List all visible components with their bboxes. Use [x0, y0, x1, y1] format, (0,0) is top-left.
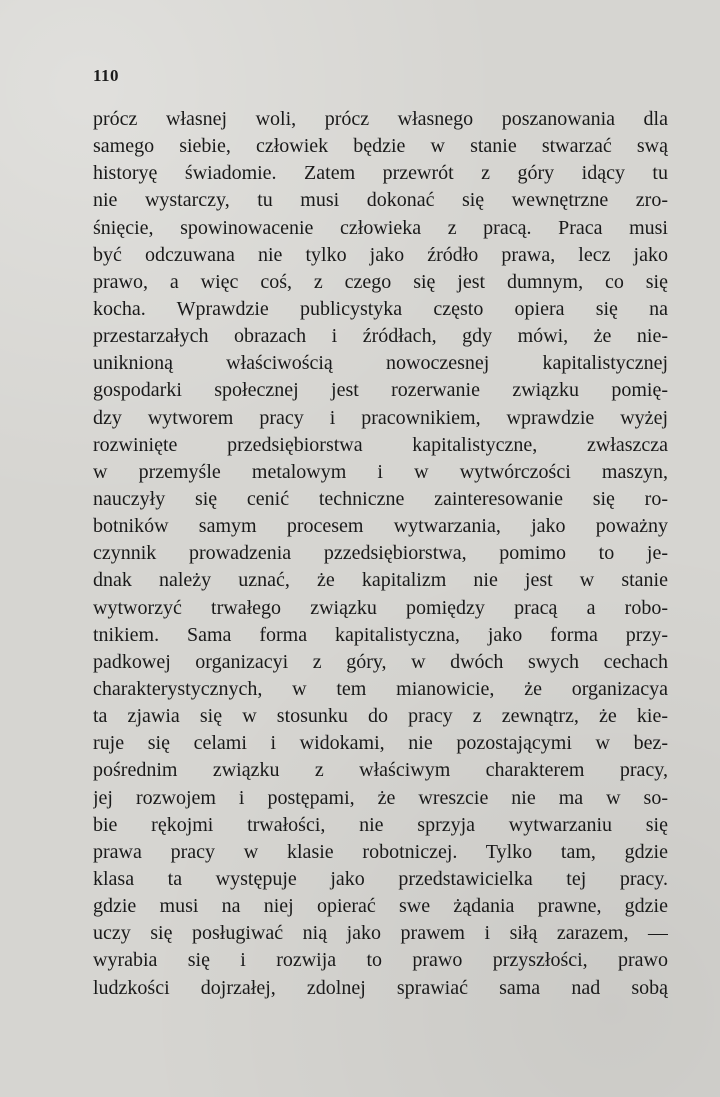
text-line: śnięcie, spowinowacenie człowieka z pracą. Praca musi	[93, 216, 668, 239]
text-line: kocha. Wprawdzie publicystyka często opiera się na	[93, 297, 668, 320]
text-line: charakterystycznych, w tem mianowicie, że organizacya	[93, 677, 668, 700]
text-line: gospodarki społecznej jest rozerwanie związku pomię-	[93, 379, 668, 402]
text-line: prawo, a więc coś, z czego się jest dumnym, co się	[93, 270, 668, 293]
text-line: prawa pracy w klasie robotniczej. Tylko tam, gdzie	[93, 840, 668, 863]
text-line: nauczyły się cenić techniczne zainteresowanie się ro-	[93, 487, 668, 510]
text-line: klasa ta występuje jako przedstawicielka tej pracy.	[93, 867, 668, 890]
text-line: tnikiem. Sama forma kapitalistyczna, jako forma przy-	[93, 623, 668, 646]
text-line: historyę świadomie. Zatem przewrót z góry idący tu	[93, 162, 668, 185]
text-line: uczy się posługiwać nią jako prawem i siłą zarazem, —	[93, 922, 668, 945]
text-line: padkowej organizacyi z góry, w dwóch swych cechach	[93, 650, 668, 673]
text-line: dnak należy uznać, że kapitalizm nie jest w stanie	[93, 569, 668, 592]
text-line: gdzie musi na niej opierać swe żądania prawne, gdzie	[93, 895, 668, 918]
text-line: ludzkości dojrzałej, zdolnej sprawiać sama nad sobą	[93, 976, 668, 999]
text-line: pośrednim związku z właściwym charakterem pracy,	[93, 759, 668, 782]
text-line: prócz własnej woli, prócz własnego poszanowania dla	[93, 108, 668, 130]
text-line: wyrabia się i rozwija to prawo przyszłości, prawo	[93, 949, 668, 972]
text-line: ta zjawia się w stosunku do pracy z zewnątrz, że kie-	[93, 705, 668, 728]
text-line: przestarzałych obrazach i źródłach, gdy mówi, że nie-	[93, 325, 668, 348]
text-line: samego siebie, człowiek będzie w stanie stwarzać swą	[93, 135, 668, 158]
text-line: bie rękojmi trwałości, nie sprzyja wytwarzaniu się	[93, 813, 668, 836]
text-line: nie wystarczy, tu musi dokonać się wewnętrzne zro-	[93, 189, 668, 212]
body-text	[93, 106, 668, 1002]
text-line: uniknioną właściwością nowoczesnej kapitalistycznej	[93, 352, 668, 375]
page-number: 110	[93, 66, 120, 85]
text-line: dzy wytworem pracy i pracownikiem, wprawdzie wyżej	[93, 406, 668, 429]
text-line: ruje się celami i widokami, nie pozostającymi w bez-	[93, 732, 668, 755]
text-line: w przemyśle metalowym i w wytwórczości maszyn,	[93, 460, 668, 483]
text-line: czynnik prowadzenia pzzedsiębiorstwa, pomimo to je-	[93, 542, 668, 565]
text-line: jej rozwojem i postępami, że wreszcie nie ma w so-	[93, 786, 668, 809]
text-line: wytworzyć trwałego związku pomiędzy pracą a robo-	[93, 596, 668, 619]
text-line: botników samym procesem wytwarzania, jako poważny	[93, 515, 668, 538]
text-line: być odczuwana nie tylko jako źródło prawa, lecz jako	[93, 243, 668, 266]
text-line: rozwinięte przedsiębiorstwa kapitalistyczne, zwłaszcza	[93, 433, 668, 456]
